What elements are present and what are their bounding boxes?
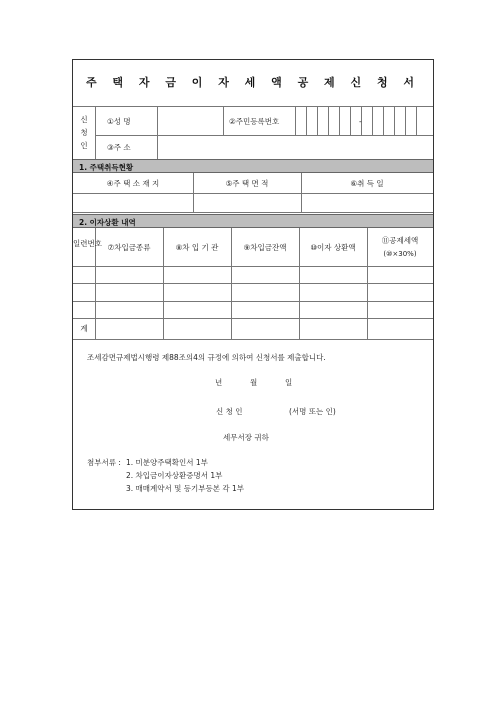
signature-note: (서명 또는 인) [289, 407, 336, 416]
col-loan-type: ⑦차입금종류 [107, 243, 151, 252]
repayment-row[interactable] [74, 302, 432, 317]
applicant-label: 신청인 [80, 115, 88, 150]
attachment-item: 2. 차입금이자상환증명서 1부 [126, 471, 223, 480]
signer-label: 신 청 인 [216, 407, 243, 416]
section-repayment-header [73, 214, 433, 228]
repayment-row[interactable] [74, 267, 432, 282]
col-deduction-formula: (⑩×30%) [383, 250, 417, 258]
acquisition-date-field[interactable] [302, 194, 432, 211]
recipient-text: 세무서장 귀하 [223, 433, 269, 442]
rrn-dash: - [359, 117, 362, 126]
total-label: 계 [80, 324, 88, 333]
total-row[interactable] [96, 319, 432, 338]
rrn-label: ②주민등록번호 [229, 117, 280, 126]
divider [95, 106, 96, 159]
col-housing-location: ④주 택 소 재 지 [106, 179, 160, 188]
date-day-label: 일 [285, 378, 293, 387]
divider [73, 339, 433, 340]
col-deduction-amount: ⑪공제세액 [381, 236, 419, 245]
col-acquisition-date: ⑥취 득 일 [350, 179, 384, 188]
col-serial-number: 일련번호 [73, 239, 102, 248]
col-loan-balance: ⑨차입금잔액 [243, 243, 287, 252]
col-interest-repaid: ⑩이자 상환액 [310, 243, 356, 252]
rrn-field[interactable] [296, 107, 432, 134]
attachment-item: 1. 미분양주택확인서 1부 [126, 458, 208, 467]
address-field[interactable] [158, 136, 432, 158]
attachments-label: 첨부서류 : [87, 458, 121, 467]
housing-area-field[interactable] [194, 194, 300, 211]
application-form [72, 59, 434, 510]
attachment-item: 3. 매매계약서 및 등기부등본 각 1부 [126, 484, 245, 493]
section-repayment-title: 2. 이자상환 내역 [79, 218, 136, 227]
form-title: 주 택 자 금 이 자 세 액 공 제 신 청 서 [85, 76, 421, 89]
housing-location-field[interactable] [74, 194, 192, 211]
col-lender: ⑧차 입 기 관 [175, 243, 219, 252]
name-field[interactable] [158, 107, 222, 134]
section-housing-title: 1. 주택취득현황 [79, 163, 134, 172]
name-label: ①성 명 [107, 117, 131, 126]
declaration-text: 조세감면규제법시행령 제88조의4의 규정에 의하여 신청서를 제출합니다. [87, 353, 326, 362]
date-month-label: 월 [250, 378, 258, 387]
repayment-row[interactable] [74, 284, 432, 300]
divider [223, 106, 224, 135]
address-label: ③주 소 [107, 143, 131, 152]
col-housing-area: ⑤주 택 면 적 [225, 179, 269, 188]
date-year-label: 년 [215, 378, 223, 387]
section-housing-header [73, 159, 433, 173]
divider [73, 212, 433, 213]
